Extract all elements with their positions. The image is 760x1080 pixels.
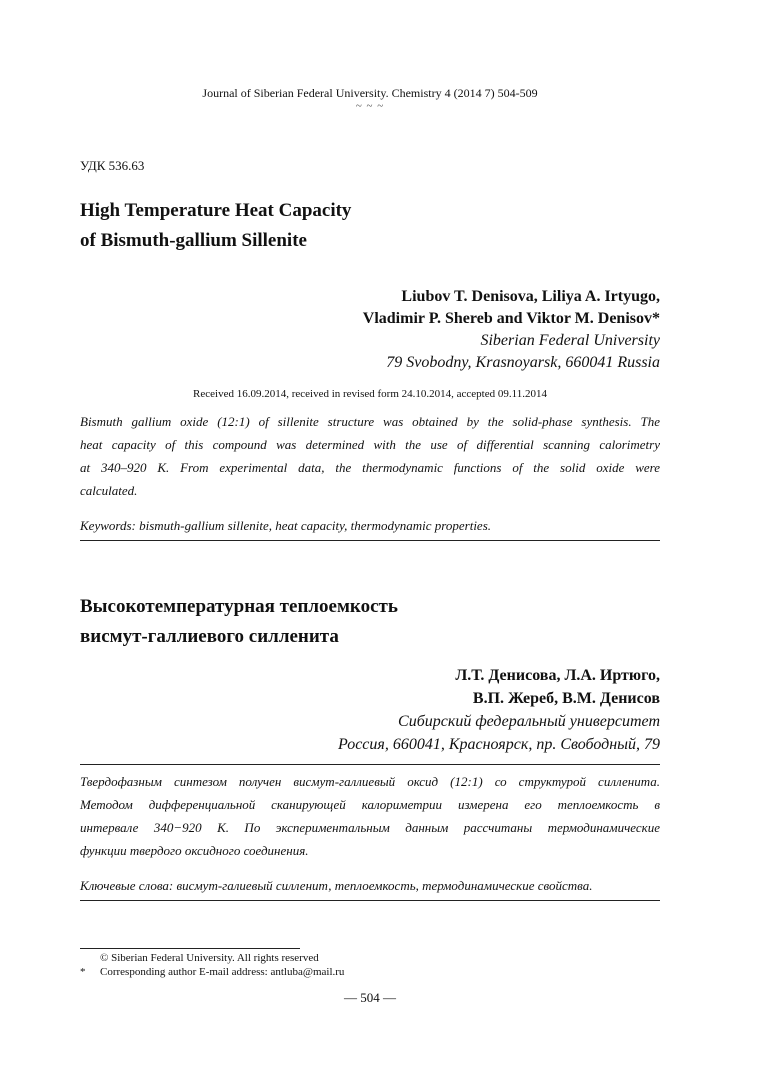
header-ornament: ~ ~ ~ xyxy=(355,100,385,112)
russian-author-names: Л.Т. Денисова, Л.А. Иртюго, xyxy=(455,667,660,684)
english-author-names: Vladimir P. Shereb and Viktor M. Denisov* xyxy=(362,310,660,327)
russian-author-names: В.П. Жереб, В.М. Денисов xyxy=(472,690,660,707)
abstract-line: calculated. xyxy=(80,483,138,498)
russian-title-line: Высокотемпературная теплоемкость xyxy=(80,596,398,617)
russian-title-line: висмут-галлиевого силленита xyxy=(80,626,339,647)
abstract-line: at 340–920 K. From experimental data, the thermodynamic functions of the solid oxide were xyxy=(80,460,660,475)
corresponding-email: Corresponding author E-mail address: antluba@mail.ru xyxy=(100,966,345,978)
section-divider xyxy=(80,540,660,541)
received-dates: Received 16.09.2014, received in revised form 24.10.2014, accepted 09.11.2014 xyxy=(193,388,547,400)
udk-code: УДК 536.63 xyxy=(80,158,145,173)
abstract-line: интервале 340−920 К. По экспериментальным данным рассчитаны термодинамические xyxy=(80,820,660,835)
abstract-line: Твердофазным синтезом получен висмут-галлиевый оксид (12:1) со структурой силленита. xyxy=(80,774,660,789)
journal-header: Journal of Siberian Federal University. Chemistry 4 (2014 7) 504-509 xyxy=(202,86,538,100)
english-authors-block xyxy=(363,286,660,374)
english-title-line: of Bismuth-gallium Sillenite xyxy=(80,230,307,251)
english-title-line: High Temperature Heat Capacity xyxy=(80,200,352,221)
abstract-line: функции твердого оксидного соединения. xyxy=(80,843,309,858)
russian-abstract xyxy=(80,770,660,862)
russian-keywords: Ключевые слова: висмут-галиевый силленит, теплоемкость, термодинамические свойства. xyxy=(80,878,593,893)
abstract-line: Bismuth gallium oxide (12:1) of sillenite structure was obtained by the solid-phase synthesis. The xyxy=(80,414,660,429)
page-number: — 504 — xyxy=(344,990,396,1005)
footnote-rule xyxy=(80,948,300,949)
abstract-line: Методом дифференциальной сканирующей калориметрии измерена его теплоемкость в xyxy=(80,797,660,812)
section-divider xyxy=(80,900,660,901)
russian-address: Россия, 660041, Красноярск, пр. Свободный, 79 xyxy=(338,736,660,753)
english-keywords: Keywords: bismuth-gallium sillenite, heat capacity, thermodynamic properties. xyxy=(80,518,492,533)
section-divider xyxy=(80,764,660,765)
english-author-names: Liubov T. Denisova, Liliya A. Irtyugo, xyxy=(401,288,660,305)
russian-affiliation: Сибирский федеральный университет xyxy=(398,713,660,730)
english-title xyxy=(80,196,351,256)
english-affiliation: Siberian Federal University xyxy=(480,332,660,349)
english-abstract xyxy=(80,410,660,502)
english-address: 79 Svobodny, Krasnoyarsk, 660041 Russia xyxy=(386,354,660,371)
copyright-footnote: © Siberian Federal University. All rights reserved xyxy=(100,952,319,964)
russian-title xyxy=(80,592,398,652)
russian-authors-block xyxy=(338,664,660,756)
footnote-mark: * xyxy=(80,966,86,978)
abstract-line: heat capacity of this compound was determined with the use of differential scanning calorimetry xyxy=(80,437,660,452)
corresponding-footnote xyxy=(80,966,344,978)
